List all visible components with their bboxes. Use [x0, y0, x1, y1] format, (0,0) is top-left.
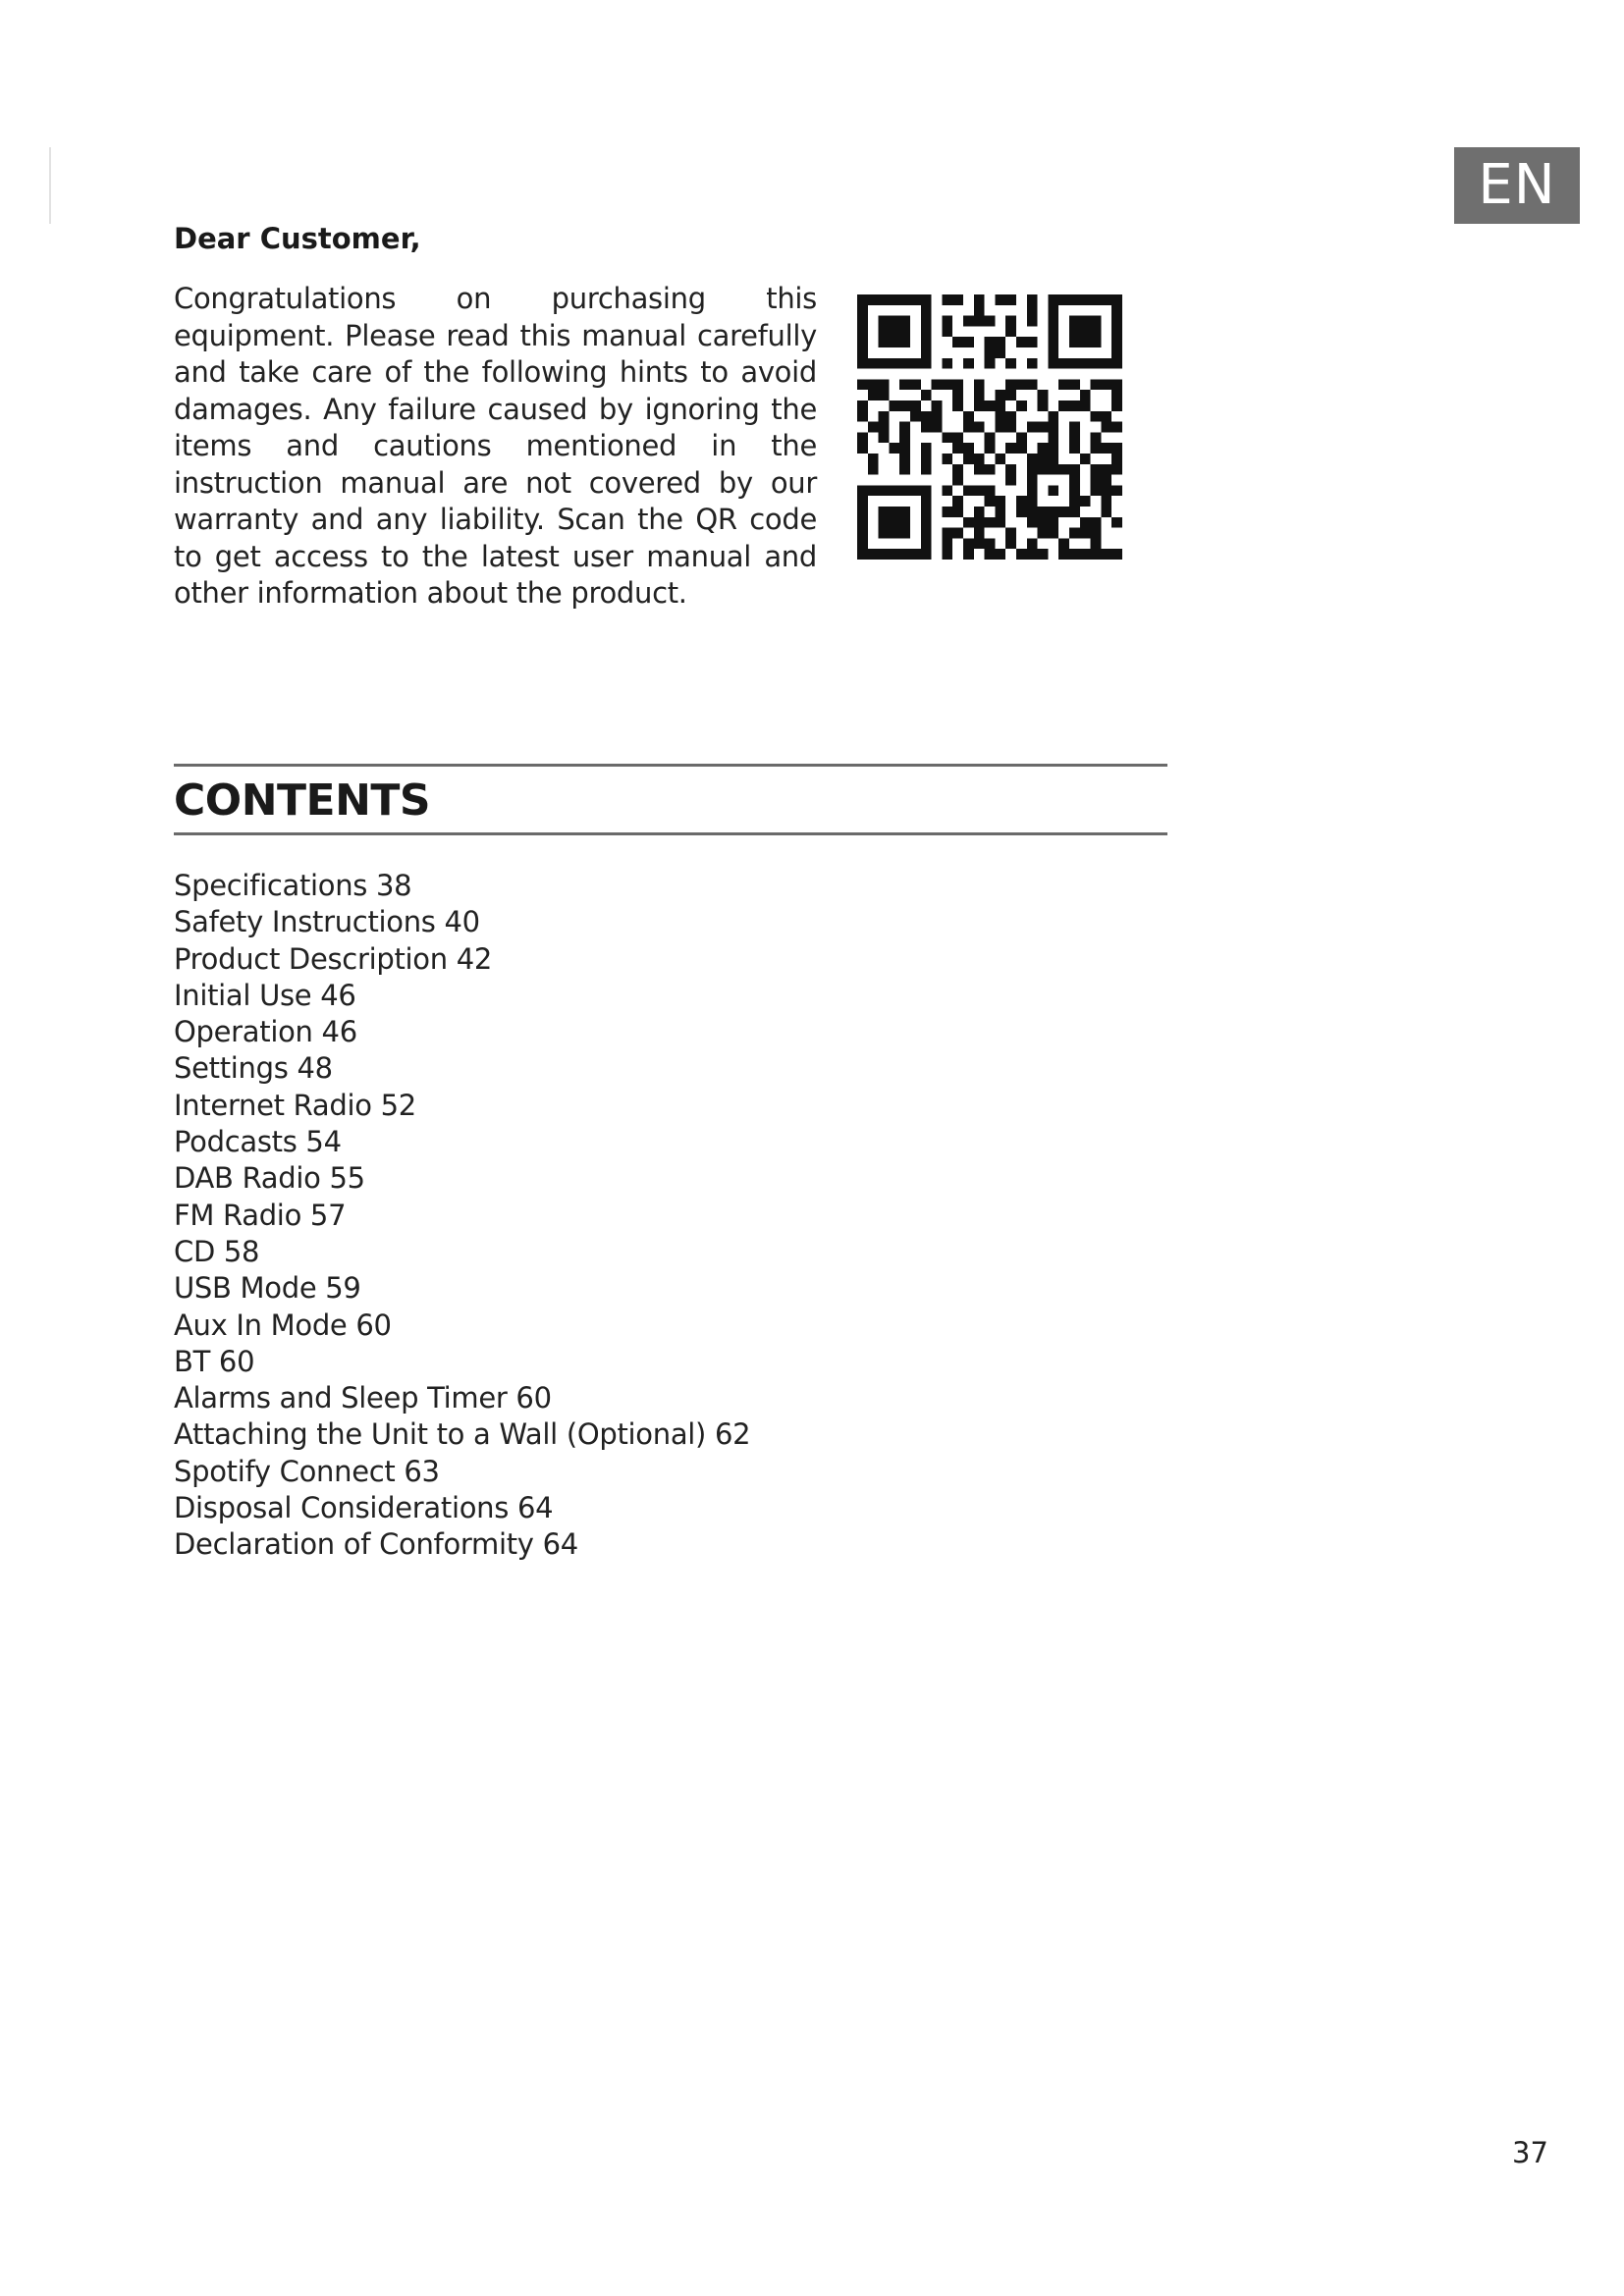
toc-item-wall-mounting[interactable]: Attaching the Unit to a Wall (Optional) 62: [174, 1417, 751, 1452]
table-of-contents: [174, 868, 750, 1564]
margin-rule: [49, 147, 51, 224]
toc-item-specifications[interactable]: Specifications 38: [174, 869, 412, 902]
page-number: 37: [1512, 2136, 1548, 2169]
contents-divider-top: [174, 764, 1167, 767]
qr-code-graphic: [857, 294, 1122, 560]
toc-item-internet-radio[interactable]: Internet Radio 52: [174, 1088, 416, 1122]
contents-heading: CONTENTS: [174, 775, 431, 826]
toc-item-bt[interactable]: BT 60: [174, 1344, 255, 1378]
toc-item-usb-mode[interactable]: USB Mode 59: [174, 1271, 361, 1306]
toc-item-aux-in-mode[interactable]: Aux In Mode 60: [174, 1308, 392, 1342]
language-tab: EN: [1454, 147, 1580, 224]
toc-item-declaration-conformity[interactable]: Declaration of Conformity 64: [174, 1527, 578, 1562]
toc-item-fm-radio[interactable]: FM Radio 57: [174, 1198, 347, 1232]
toc-item-podcasts[interactable]: Podcasts 54: [174, 1125, 342, 1159]
intro-paragraph: Congratulations on purchasing this equipment. Please read this manual carefully and take care of the following hints to avoid damages. Any failure caused by ignoring the items and cautions mentioned in the instruction manual are not covered by our warranty and any liability. Scan the QR code to get access to the latest user manual and other information about the product.: [174, 282, 817, 610]
greeting: Dear Customer,: [174, 222, 421, 255]
toc-item-alarms-sleep-timer[interactable]: Alarms and Sleep Timer 60: [174, 1381, 552, 1415]
toc-item-product-description[interactable]: Product Description 42: [174, 941, 493, 976]
toc-item-spotify-connect[interactable]: Spotify Connect 63: [174, 1454, 440, 1488]
toc-item-dab-radio[interactable]: DAB Radio 55: [174, 1161, 365, 1196]
toc-item-cd[interactable]: CD 58: [174, 1234, 260, 1268]
toc-item-disposal[interactable]: Disposal Considerations 64: [174, 1491, 554, 1525]
qr-code-icon[interactable]: [857, 294, 1122, 560]
contents-divider-bottom: [174, 832, 1167, 835]
toc-item-operation[interactable]: Operation 46: [174, 1015, 357, 1049]
toc-item-settings[interactable]: Settings 48: [174, 1051, 333, 1086]
toc-item-safety-instructions[interactable]: Safety Instructions 40: [174, 905, 480, 939]
toc-item-initial-use[interactable]: Initial Use 46: [174, 978, 356, 1012]
